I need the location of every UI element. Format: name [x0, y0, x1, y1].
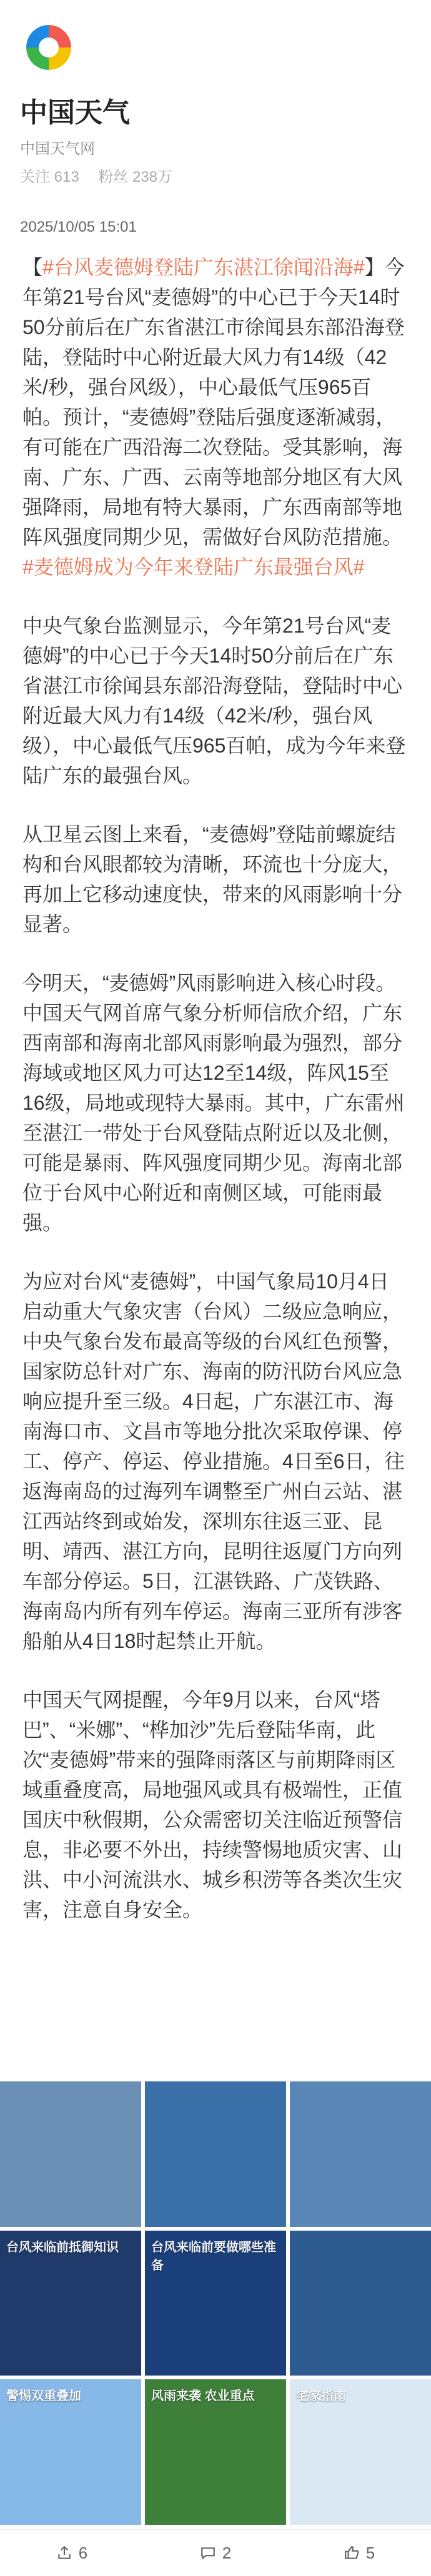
share-count: 6 — [78, 2543, 88, 2562]
image-cell[interactable] — [0, 2231, 141, 2376]
paragraph-5: 为应对台风“麦德姆”，中国气象局10月4日启动重大气象灾害（台风）二级应急响应，中央气象台发布最高等级的台风红色预警，国家防总针对广东、海南的防汛防台风应急响应提升至三级。4日起，广东湛江市、海南海口市、文昌市等地分批次采取停课、停工、停产、停运、停业措施。4日至6日，往返海南岛的过海列车调整至广州白云站、湛江西站终到或始发，深圳东往返三亚、昆明、靖西、湛江方向，昆明往返厦门方向列车部分停运。5日，江湛铁路、广茂铁路、海南岛内所有列车停运。海南三亚所有涉客船舶从4日18时起禁止开航。 — [22, 1270, 405, 1652]
follow-count: 关注 613 — [20, 169, 79, 185]
like-button[interactable] — [344, 2544, 375, 2563]
share-button[interactable] — [56, 2544, 87, 2563]
comment-count: 2 — [222, 2543, 232, 2562]
image-label: 风雨来袭 农业重点 — [151, 2389, 255, 2404]
image-label: 台风来临前要做哪些准备 — [151, 2240, 276, 2273]
paragraph-6: 中国天气网提醒，今年9月以来，台风“塔巴”、“米娜”、“桦加沙”先后登陆华南，此次“麦德姆”带来的强降雨落区与前期降雨区域重叠度高，局地强风或具有极端性，正值国庆中秋假期，公众需密切关注临近预警信息，非必要不外出，持续警惕地质灾害、山洪、中小河流洪水、城乡积涝等各类次生灾害，注意自身安全。 — [22, 1689, 403, 1921]
paragraph-1 — [22, 252, 409, 582]
image-cell[interactable] — [290, 2379, 431, 2525]
image-grid — [0, 2081, 431, 2525]
weather-logo-icon[interactable] — [20, 19, 77, 76]
image-cell[interactable] — [0, 2379, 141, 2525]
image-label: 警惕双重叠加 — [6, 2389, 81, 2404]
paragraph-1-text: 】今年第21号台风“麦德姆”的中心已于今天14时50分前后在广东省湛江市徐闻县东部沿海登陆，登陆时中心附近最大风力有14级（42米/秒，强台风级），中心最低气压965百帕。预计，“麦德姆”登陆后强度逐渐减弱，有可能在广西沿海二次登陆。受其影响，海南、广东、广西、云南等地部分地区有大风强降雨，局地有特大暴雨，广东西南部等地阵风强度同期少见，需做好台风防范措施。 — [22, 256, 405, 548]
image-cell[interactable] — [145, 2231, 286, 2376]
paragraph-2: 中央气象台监测显示，今年第21号台风“麦德姆”的中心已于今天14时50分前后在广东省湛江市徐闻县东部沿海登陆，登陆时中心附近最大风力有14级（42米/秒，强台风级），中心最低气压965百帕，成为今年来登陆广东的最强台风。 — [22, 614, 406, 787]
image-cell[interactable] — [0, 2081, 141, 2227]
image-cell[interactable] — [145, 2081, 286, 2227]
paragraph-3: 从卫星云图上来看，“麦德姆”登陆前螺旋结构和台风眼都较为清晰，环流也十分庞大，再加上它移动速度快，带来的风雨影响十分显著。 — [22, 823, 403, 935]
image-cell[interactable] — [145, 2379, 286, 2525]
image-cell[interactable] — [290, 2081, 431, 2227]
image-label: 宅家指南 — [296, 2389, 346, 2404]
account-stats — [20, 164, 411, 186]
bracket-open: 【 — [22, 256, 43, 279]
hashtag-landing[interactable]: #台风麦德姆登陆广东湛江徐闻沿海# — [42, 256, 365, 279]
like-icon — [344, 2545, 360, 2561]
share-icon — [56, 2545, 72, 2561]
image-cell[interactable] — [290, 2231, 431, 2376]
hashtag-strongest[interactable]: #麦德姆成为今年来登陆广东最强台风# — [22, 556, 365, 578]
post-footer — [0, 2529, 431, 2576]
paragraph-4: 今明天，“麦德姆”风雨影响进入核心时段。中国天气网首席气象分析师信欣介绍，广东西南部和海南北部风雨影响最为强烈，部分海域或地区风力可达12至14级，阵风15至16级，局地或现特大暴雨。其中，广东雷州至湛江一带处于台风登陆点附近以及北侧，可能是暴雨、阵风强度同期少见。海南北部位于台风中心附近和南侧区域，可能雨最强。 — [22, 972, 405, 1234]
fans-count: 粉丝 238万 — [98, 169, 173, 185]
post-header — [0, 0, 431, 236]
account-name[interactable]: 中国天气 — [20, 97, 130, 128]
like-count: 5 — [365, 2543, 375, 2562]
post-article — [0, 252, 431, 1925]
comment-icon — [200, 2545, 216, 2561]
account-subtitle: 中国天气网 — [20, 141, 95, 157]
post-time: 2025/10/05 15:01 — [20, 219, 137, 235]
image-label: 台风来临前抵御知识 — [6, 2240, 119, 2254]
comment-button[interactable] — [200, 2544, 231, 2563]
